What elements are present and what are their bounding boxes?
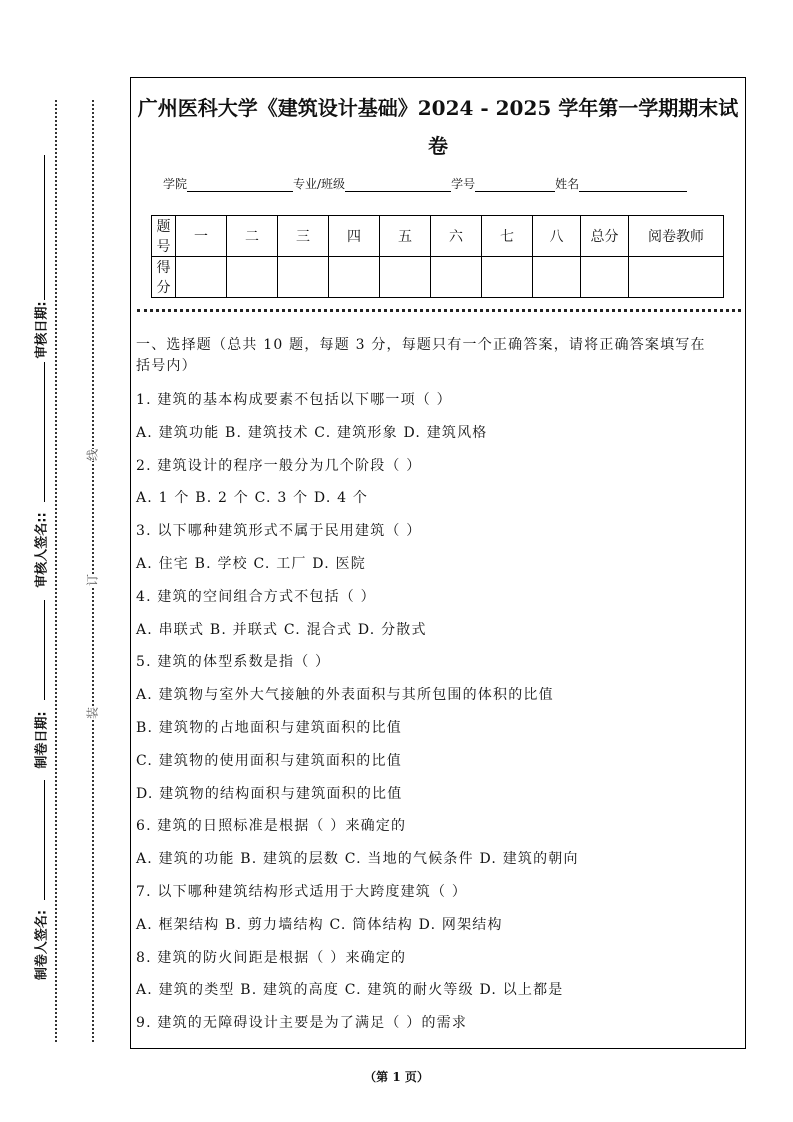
line-mark: 线	[82, 449, 103, 461]
question-text: 3. 以下哪种建筑形式不属于民用建筑（ ）	[136, 523, 422, 540]
header-cell: 一	[176, 216, 227, 257]
score-cell[interactable]	[581, 257, 629, 298]
score-cell[interactable]	[278, 257, 329, 298]
header-cell: 六	[431, 216, 482, 257]
binding-dotted-line-inner	[92, 100, 94, 1042]
question-text: 7. 以下哪种建筑结构形式适用于大跨度建筑（ ）	[136, 884, 468, 900]
header-cell: 三	[278, 216, 329, 257]
score-cell[interactable]	[176, 257, 227, 298]
reviewer-sign-label: 审核人签名::	[34, 512, 50, 588]
page-number: （第 1 页）	[364, 1070, 429, 1084]
review-date-underline	[44, 155, 45, 300]
student-info	[163, 175, 687, 192]
college-label: 学院	[163, 177, 188, 191]
header-cell: 七	[482, 216, 533, 257]
answer-options: A. 串联式 B. 并联式 C. 混合式 D. 分散式	[136, 621, 427, 638]
question-text: 6. 建筑的日照标准是根据（ ）来确定的	[136, 818, 407, 835]
student-id-field[interactable]	[475, 179, 555, 192]
answer-options: A. 框架结构 B. 剪力墙结构 C. 筒体结构 D. 网架结构	[136, 916, 503, 933]
binding-dotted-line-outer	[55, 100, 57, 1042]
section-heading: 一、选择题（总共 10 题，每题 3 分，每题只有一个正确答案，请将正确答案填写在	[136, 337, 706, 353]
answer-options: D. 建筑物的结构面积与建筑面积的比值	[136, 785, 403, 802]
answer-options: A. 建筑的功能 B. 建筑的层数 C. 当地的气候条件 D. 建筑的朝向	[136, 851, 579, 868]
score-cell[interactable]	[227, 257, 278, 298]
reviewer-sign-underline	[44, 362, 45, 502]
name-label: 姓名	[555, 177, 580, 191]
header-cell: 题号	[152, 216, 176, 257]
bind-mark: 装	[82, 707, 103, 719]
header-cell: 总分	[581, 216, 629, 257]
score-table	[151, 215, 724, 298]
dotted-separator	[137, 309, 741, 312]
section-heading-cont: 括号内）	[136, 358, 197, 374]
question-text: 8. 建筑的防火间距是根据（ ）来确定的	[136, 949, 407, 966]
review-date-label: 审核日期:	[34, 301, 50, 359]
exam-content-box	[130, 77, 746, 1049]
answer-options: A. 建筑物与室外大气接触的外表面积与其所包围的体积的比值	[136, 687, 554, 704]
question-text: 4. 建筑的空间组合方式不包括（ ）	[136, 588, 376, 605]
question-text: 9. 建筑的无障碍设计主要是为了满足（ ）的需求	[136, 1015, 468, 1032]
header-cell: 八	[533, 216, 581, 257]
score-cell[interactable]	[629, 257, 724, 298]
college-field[interactable]	[187, 179, 293, 192]
answer-options: A. 建筑的类型 B. 建筑的高度 C. 建筑的耐火等级 D. 以上都是	[136, 982, 564, 999]
score-cell[interactable]	[533, 257, 581, 298]
maker-sign-label: 制卷人签名:	[34, 909, 50, 981]
name-field[interactable]	[579, 179, 687, 192]
answer-options: B. 建筑物的占地面积与建筑面积的比值	[136, 720, 402, 736]
major-label: 专业/班级	[293, 177, 346, 191]
make-date-underline	[44, 600, 45, 700]
question-text: 5. 建筑的体型系数是指（ ）	[136, 654, 331, 671]
question-text: 1. 建筑的基本构成要素不包括以下哪一项（ ）	[136, 392, 452, 408]
score-cell[interactable]	[482, 257, 533, 298]
header-cell: 五	[380, 216, 431, 257]
answer-options: C. 建筑物的使用面积与建筑面积的比值	[136, 752, 402, 769]
row-label: 得分	[152, 257, 176, 298]
header-cell: 二	[227, 216, 278, 257]
header-cell: 阅卷教师	[629, 216, 724, 257]
score-table-header	[152, 216, 724, 257]
score-cell[interactable]	[431, 257, 482, 298]
answer-options: A. 1 个 B. 2 个 C. 3 个 D. 4 个	[136, 490, 369, 507]
exam-title: 广州医科大学《建筑设计基础》2024 - 2025 学年第一学期期末试	[137, 96, 739, 120]
exam-title-cont: 卷	[428, 134, 448, 158]
score-cell[interactable]	[329, 257, 380, 298]
score-cell[interactable]	[380, 257, 431, 298]
make-date-label: 制卷日期:	[34, 711, 50, 769]
header-cell: 四	[329, 216, 380, 257]
question-text: 2. 建筑设计的程序一般分为几个阶段（ ）	[136, 457, 422, 474]
staple-mark: 订	[82, 574, 103, 586]
score-table-row	[152, 257, 724, 298]
maker-sign-underline	[44, 780, 45, 900]
student-id-label: 学号	[451, 177, 476, 191]
answer-options: A. 建筑功能 B. 建筑技术 C. 建筑形象 D. 建筑风格	[136, 424, 488, 441]
answer-options: A. 住宅 B. 学校 C. 工厂 D. 医院	[136, 556, 366, 572]
major-field[interactable]	[345, 179, 451, 192]
